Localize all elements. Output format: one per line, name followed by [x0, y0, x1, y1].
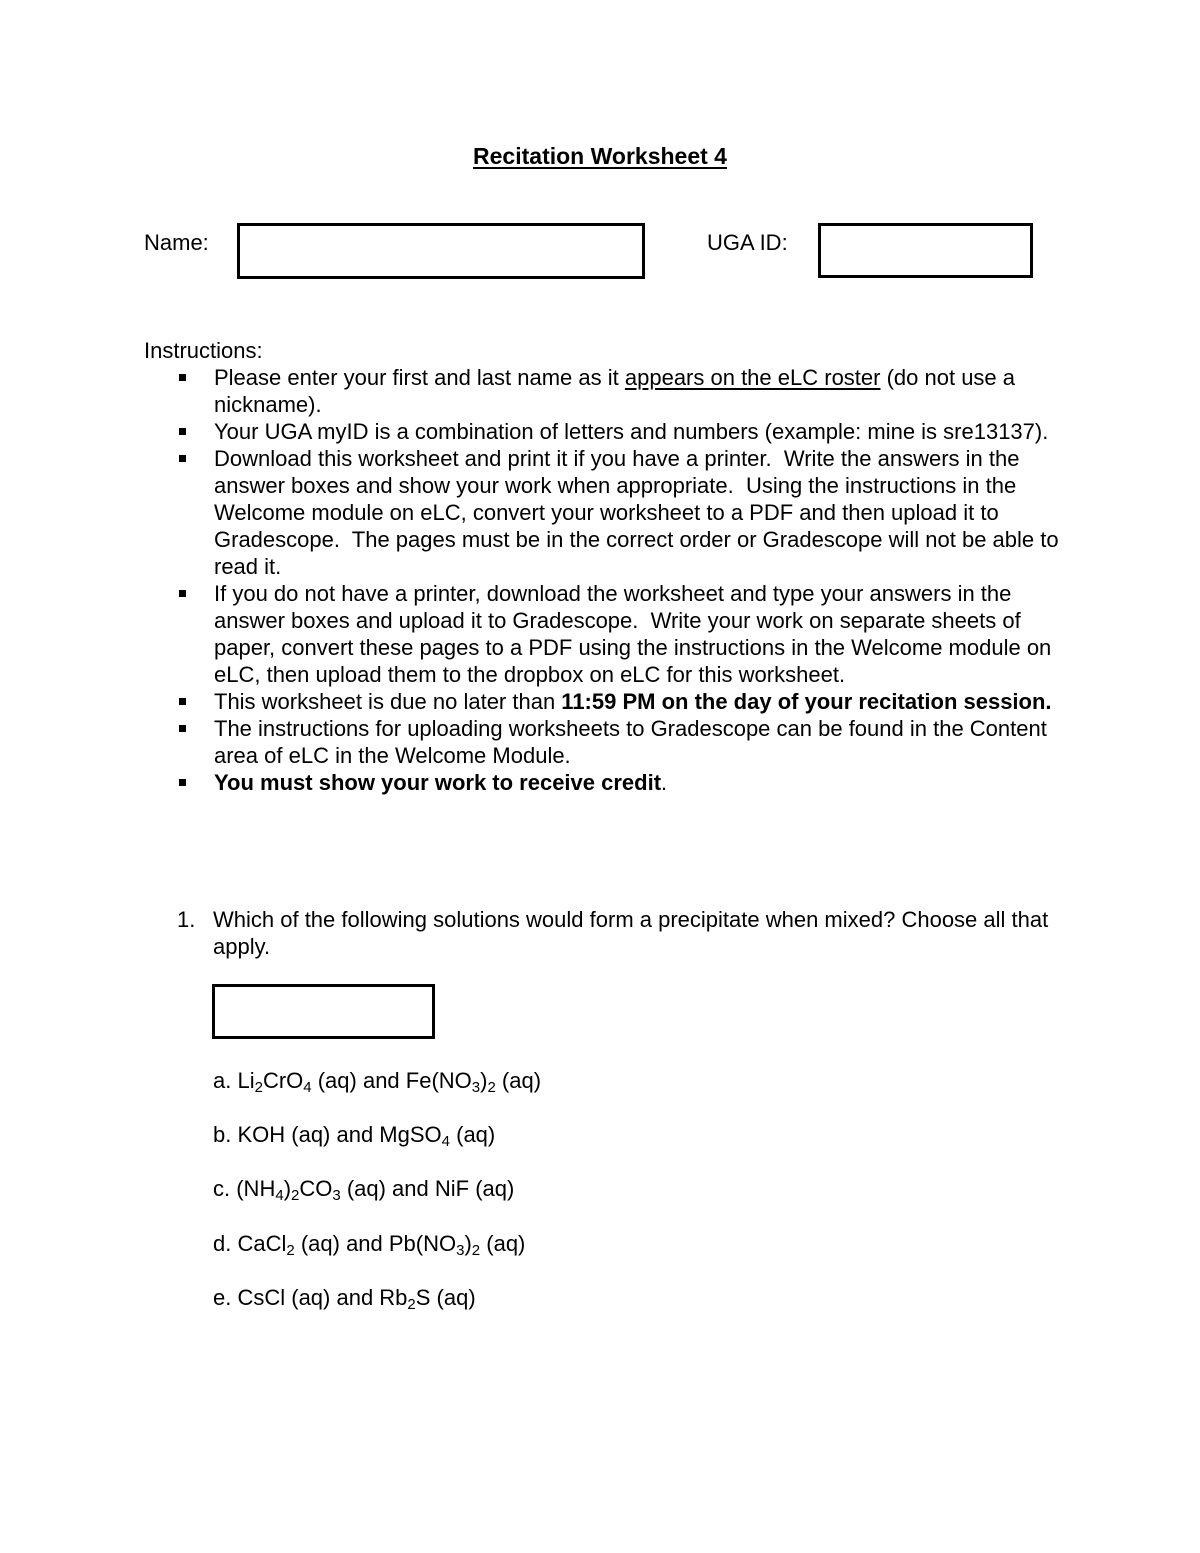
formula-text: (aq) and Fe(NO	[311, 1068, 472, 1093]
formula-subscript: 2	[407, 1296, 416, 1313]
instruction-text: Your UGA myID is a combination of letters and numbers (example: mine is sre13137).	[214, 419, 1049, 444]
square-bullet-icon	[179, 590, 186, 597]
formula-text: CaCl	[237, 1231, 287, 1256]
formula-subscript: 3	[456, 1242, 465, 1259]
choice-letter: c.	[213, 1176, 237, 1201]
choice-a	[213, 1067, 541, 1095]
choice-e	[213, 1284, 476, 1312]
instruction-text: Please enter your first and last name as it	[214, 365, 625, 390]
formula-text: (NH	[236, 1176, 276, 1201]
formula-subscript: 4	[441, 1133, 450, 1150]
instruction-text: .	[661, 770, 668, 795]
uga-id-label: UGA ID:	[707, 230, 788, 255]
instruction-text: Download this worksheet and print it if you have a printer. Write the answers in the answer boxes and show your work when appropriate. Using the instructions in the Welcome module on eLC, convert your worksheet to a PDF and then upload it to Gradescope. The pages must be in the correct order or Gradescope will not be able to read it.	[214, 446, 1065, 579]
formula-text: Li	[237, 1068, 255, 1093]
formula-text: )	[283, 1176, 292, 1201]
choice-d	[213, 1230, 525, 1258]
question-text: Which of the following solutions would form a precipitate when mixed? Choose all that apply.	[213, 907, 1049, 959]
instruction-bold-text: 11:59 PM on the day of your recitation session.	[561, 689, 1052, 714]
square-bullet-icon	[179, 779, 186, 786]
formula-text: CO	[299, 1176, 333, 1201]
worksheet-title: Recitation Worksheet 4	[473, 143, 727, 169]
instruction-text: If you do not have a printer, download the worksheet and type your answers in the answer boxes and upload it to Gradescope. Write your work on separate sheets of paper, convert these pages to a PDF using the instructions in the Welcome module on eLC, then upload them to the dropbox on eLC for this worksheet.	[214, 581, 1058, 687]
instruction-item	[146, 715, 1066, 769]
formula-subscript: 2	[291, 1187, 300, 1204]
choice-b	[213, 1121, 495, 1149]
formula-text: CrO	[262, 1068, 304, 1093]
formula-subscript: 2	[487, 1079, 496, 1096]
square-bullet-icon	[179, 455, 186, 462]
name-answer-box[interactable]	[237, 223, 645, 279]
choice-letter: a.	[213, 1068, 238, 1093]
formula-text: CsCl (aq) and Rb	[237, 1285, 408, 1310]
square-bullet-icon	[179, 725, 186, 732]
question-number: 1.	[177, 907, 196, 932]
formula-subscript: 2	[286, 1242, 295, 1259]
formula-subscript: 4	[275, 1187, 284, 1204]
instruction-text: The instructions for uploading worksheets to Gradescope can be found in the Content area of eLC in the Welcome Module.	[214, 716, 1047, 768]
choice-letter: d.	[213, 1231, 238, 1256]
instruction-item	[146, 418, 1066, 445]
instruction-item	[146, 580, 1066, 688]
formula-subscript: 2	[254, 1079, 263, 1096]
formula-text: (aq)	[495, 1068, 542, 1093]
formula-text: (aq)	[450, 1122, 496, 1147]
formula-subscript: 2	[471, 1242, 481, 1259]
choice-letter: e.	[213, 1285, 238, 1310]
formula-text: (aq)	[480, 1231, 526, 1256]
instruction-bold-text: You must show your work to receive credit	[214, 770, 662, 795]
formula-subscript: 3	[471, 1079, 481, 1096]
instructions-list	[146, 364, 1066, 796]
instruction-underlined-text: appears on the eLC roster	[624, 365, 881, 390]
square-bullet-icon	[179, 698, 186, 705]
formula-text: )	[480, 1068, 488, 1093]
square-bullet-icon	[179, 428, 186, 435]
formula-text: S (aq)	[415, 1285, 476, 1310]
formula-text: KOH (aq) and MgSO	[237, 1122, 442, 1147]
instruction-item	[146, 769, 1066, 796]
formula-text: (aq) and NiF (aq)	[340, 1176, 515, 1201]
question-answer-box[interactable]	[212, 984, 435, 1039]
choice-letter: b.	[213, 1122, 238, 1147]
choice-c	[213, 1175, 514, 1203]
instruction-text: This worksheet is due no later than	[214, 689, 562, 714]
formula-subscript: 4	[303, 1079, 312, 1096]
formula-text: )	[464, 1231, 472, 1256]
square-bullet-icon	[179, 374, 186, 381]
instruction-text: (do not use a nickname).	[214, 365, 1016, 417]
instruction-item	[146, 445, 1066, 580]
uga-id-answer-box[interactable]	[818, 223, 1033, 278]
instructions-heading: Instructions:	[144, 338, 263, 363]
instruction-item	[146, 364, 1066, 418]
formula-text: (aq) and Pb(NO	[294, 1231, 457, 1256]
formula-subscript: 3	[332, 1187, 341, 1204]
name-label: Name:	[144, 230, 209, 255]
instruction-item	[146, 688, 1066, 715]
